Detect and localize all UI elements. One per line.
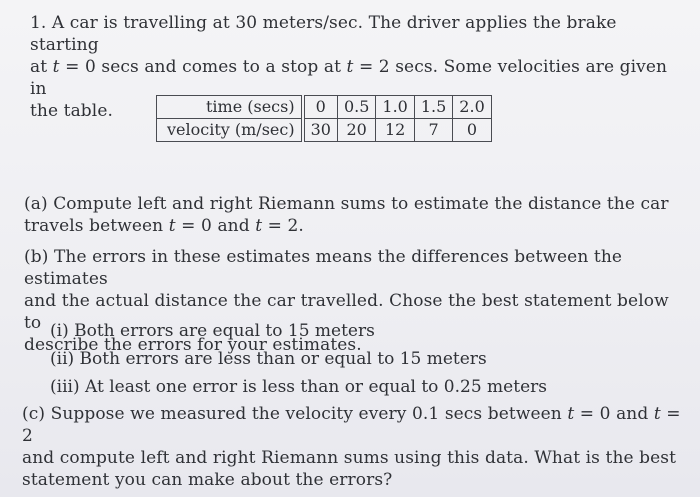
part-c-line-2: and compute left and right Riemann sums using this data. What is the best (22, 448, 677, 468)
problem-line-1: 1. A car is travelling at 30 meters/sec. The driver applies the brake starting (30, 13, 617, 55)
option-iii: (iii) At least one error is less than or equal to 0.25 meters (50, 377, 547, 397)
row-header-velocity: velocity (m/sec) (157, 119, 303, 142)
table-row-time (157, 96, 492, 119)
velocity-cell: 20 (337, 119, 375, 142)
part-c-line-1: (c) Suppose we measured the velocity every 0.1 secs between t = 0 and t = 2 (22, 404, 681, 446)
part-b-line-3: describe the errors for your estimates. (24, 335, 362, 355)
part-c (22, 403, 682, 491)
velocity-cell: 30 (303, 119, 338, 142)
option-i: (i) Both errors are equal to 15 meters (50, 321, 375, 341)
part-a (24, 193, 674, 237)
time-cell: 2.0 (453, 96, 491, 119)
row-header-time: time (secs) (157, 96, 303, 119)
problem-line-2: at t = 0 secs and comes to a stop at t = 2 secs. Some velocities are given in (30, 57, 668, 99)
time-cell: 1.0 (376, 96, 414, 119)
problem-line-3: the table. (30, 101, 113, 121)
time-cell: 0.5 (337, 96, 375, 119)
velocity-cell: 7 (414, 119, 452, 142)
part-b-line-1: (b) The errors in these estimates means the differences between the estimates (24, 247, 623, 289)
part-b-line-2: and the actual distance the car travelled. Chose the best statement below to (24, 291, 669, 333)
part-a-line-2: travels between t = 0 and t = 2. (24, 216, 304, 236)
time-cell: 1.5 (414, 96, 452, 119)
velocity-cell: 0 (453, 119, 491, 142)
velocity-cell: 12 (376, 119, 414, 142)
velocity-table (156, 95, 492, 142)
part-a-line-1: (a) Compute left and right Riemann sums to estimate the distance the car (24, 194, 669, 214)
option-ii: (ii) Both errors are less than or equal to 15 meters (50, 349, 487, 369)
time-cell: 0 (303, 96, 338, 119)
part-c-line-3: statement you can make about the errors? (22, 470, 393, 490)
table-row-velocity (157, 119, 492, 142)
